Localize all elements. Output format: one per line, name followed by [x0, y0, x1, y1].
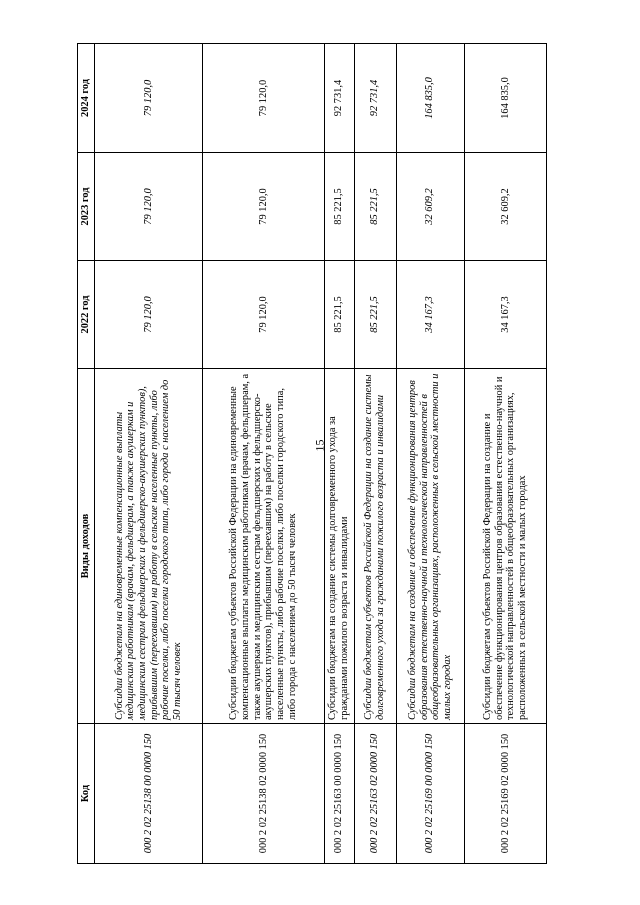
row-description: Субсидии бюджетам на создание системы долговременного ухода за гражданами пожилого возраста и инвалидами — [324, 369, 354, 724]
revenue-table — [77, 43, 547, 864]
row-value-2022: 34 167,3 — [464, 261, 546, 369]
row-value-2023: 85 221,5 — [354, 153, 396, 261]
row-code: 000 2 02 25169 00 0000 150 — [396, 724, 464, 864]
header-revenue-type: Виды доходов — [78, 369, 95, 724]
row-value-2023: 32 609,2 — [464, 153, 546, 261]
table-row — [95, 44, 203, 864]
row-value-2022: 79 120,0 — [203, 261, 324, 369]
header-year-2024: 2024 год — [78, 44, 95, 153]
row-description: Субсидии бюджетам субъектов Российской Федерации на создание и обеспечение функционирования центров образования естественно-научной и технологической направленностей в общеобразовательных организациях, расположенных в сельской местности и малых городах — [464, 369, 546, 724]
row-code: 000 2 02 25138 00 0000 150 — [95, 724, 203, 864]
row-code: 000 2 02 25169 02 0000 150 — [464, 724, 546, 864]
row-description: Субсидии бюджетам на создание и обеспечение функционирования центров образования естественно-научной и технологической направленностей в общеобразовательных организациях, расположенных в сельской местности и малых городах — [396, 369, 464, 724]
row-value-2022: 79 120,0 — [95, 261, 203, 369]
row-code: 000 2 02 25138 02 0000 150 — [203, 724, 324, 864]
table-row — [324, 44, 354, 864]
table-row — [464, 44, 546, 864]
row-value-2023: 32 609,2 — [396, 153, 464, 261]
row-value-2022: 85 221,5 — [354, 261, 396, 369]
row-description: Субсидии бюджетам субъектов Российской Федерации на создание системы долговременного ухода за гражданами пожилого возраста и инвалидами — [354, 369, 396, 724]
table-row — [354, 44, 396, 864]
row-value-2024: 164 835,0 — [464, 44, 546, 153]
row-value-2022: 34 167,3 — [396, 261, 464, 369]
row-value-2023: 79 120,0 — [203, 153, 324, 261]
row-value-2024: 79 120,0 — [203, 44, 324, 153]
row-code: 000 2 02 25163 02 0000 150 — [354, 724, 396, 864]
table-row — [203, 44, 324, 864]
row-value-2024: 92 731,4 — [354, 44, 396, 153]
row-value-2024: 92 731,4 — [324, 44, 354, 153]
table-row — [396, 44, 464, 864]
row-value-2022: 85 221,5 — [324, 261, 354, 369]
row-value-2024: 164 835,0 — [396, 44, 464, 153]
rotated-table-wrapper — [77, 44, 547, 864]
row-value-2023: 85 221,5 — [324, 153, 354, 261]
header-year-2022: 2022 год — [78, 261, 95, 369]
row-description: Субсидии бюджетам субъектов Российской Федерации на единовременные компенсационные выплаты медицинским работникам (врачам, фельдшерам, а также акушеркам и медицинским сестрам фельдшерских и фельдшерско-акушерских пунктов), прибывшим (переехавшим) на работу в сельские населенные пункты, либо рабочие поселки, либо поселки городского типа, либо города с населением до 50 тысяч человек — [203, 369, 324, 724]
row-value-2023: 79 120,0 — [95, 153, 203, 261]
row-value-2024: 79 120,0 — [95, 44, 203, 153]
header-year-2023: 2023 год — [78, 153, 95, 261]
header-code: Код — [78, 724, 95, 864]
page-number: 15 — [312, 439, 327, 452]
row-code: 000 2 02 25163 00 0000 150 — [324, 724, 354, 864]
row-description: Субсидии бюджетам на единовременные компенсационные выплаты медицинским работникам (врачам, фельдшерам, а также акушеркам и медицинским сестрам фельдшерских и фельдшерско-акушерских пунктов), прибывшим (переехавшим) на работу в сельские населенные пункты, либо рабочие поселки, либо поселки городского типа, либо города с населением до 50 тысяч человек — [95, 369, 203, 724]
table-header-row — [78, 44, 95, 864]
